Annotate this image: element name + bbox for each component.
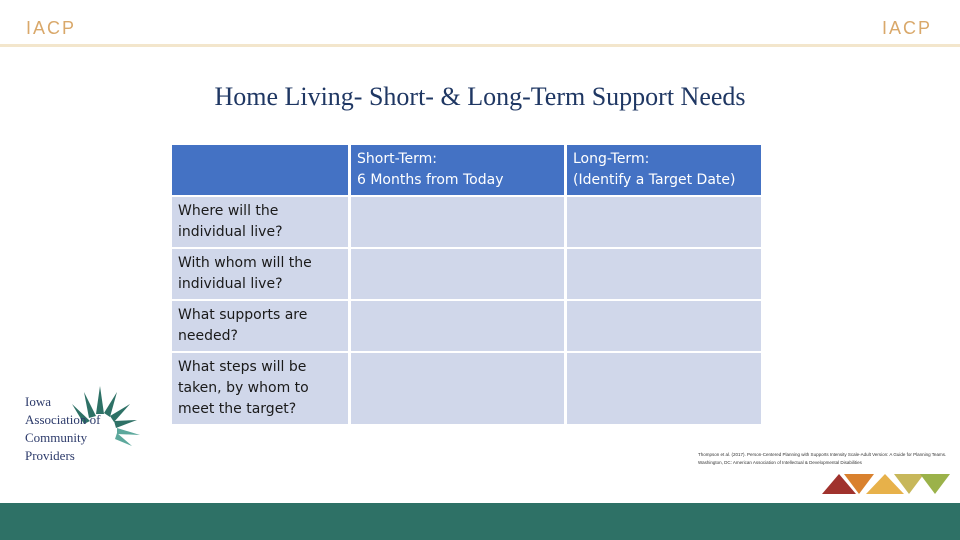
long-term-cell[interactable]: [567, 197, 761, 247]
logo-line: Association of: [25, 412, 101, 427]
row-question: Where will the individual live?: [172, 197, 348, 247]
header-cell-empty: [172, 145, 348, 195]
header-cell-long-term: Long-Term: (Identify a Target Date): [567, 145, 761, 195]
header-rule: [0, 44, 960, 47]
long-term-cell[interactable]: [567, 353, 761, 424]
row-question: With whom will the individual live?: [172, 249, 348, 299]
brand-logo-left: IACP: [26, 18, 77, 38]
citation-text: Thompson et al. (2017). Person-Centered Planning with Supports Intensity Scale-Adult Version: A Guide for Planning Teams. Washington, DC: American Association of Intellectual & Developmental Disabilities: [698, 452, 947, 465]
logo-line: Providers: [25, 448, 75, 463]
footer-bar: [0, 503, 960, 540]
table-row: [172, 301, 761, 351]
table-row: [172, 197, 761, 247]
table-header-row: [172, 145, 761, 195]
brand-logo-right: IACP: [881, 18, 932, 38]
slide-title: Home Living- Short- & Long-Term Support Needs: [214, 82, 746, 111]
row-question: What supports are needed?: [172, 301, 348, 351]
support-needs-table: [169, 143, 764, 426]
short-term-cell[interactable]: [351, 197, 564, 247]
logo-line: Iowa: [25, 394, 51, 409]
short-term-cell[interactable]: [351, 353, 564, 424]
table-row: [172, 353, 761, 424]
logo-wordmark: [25, 393, 100, 465]
short-term-cell[interactable]: [351, 249, 564, 299]
table-row: [172, 249, 761, 299]
logo-line: Community: [25, 430, 88, 445]
row-question: What steps will be taken, by whom to meet the target?: [172, 353, 348, 424]
triangle-decoration-icon: [822, 472, 952, 496]
long-term-cell[interactable]: [567, 301, 761, 351]
header-cell-short-term: Short-Term: 6 Months from Today: [351, 145, 564, 195]
short-term-cell[interactable]: [351, 301, 564, 351]
long-term-cell[interactable]: [567, 249, 761, 299]
